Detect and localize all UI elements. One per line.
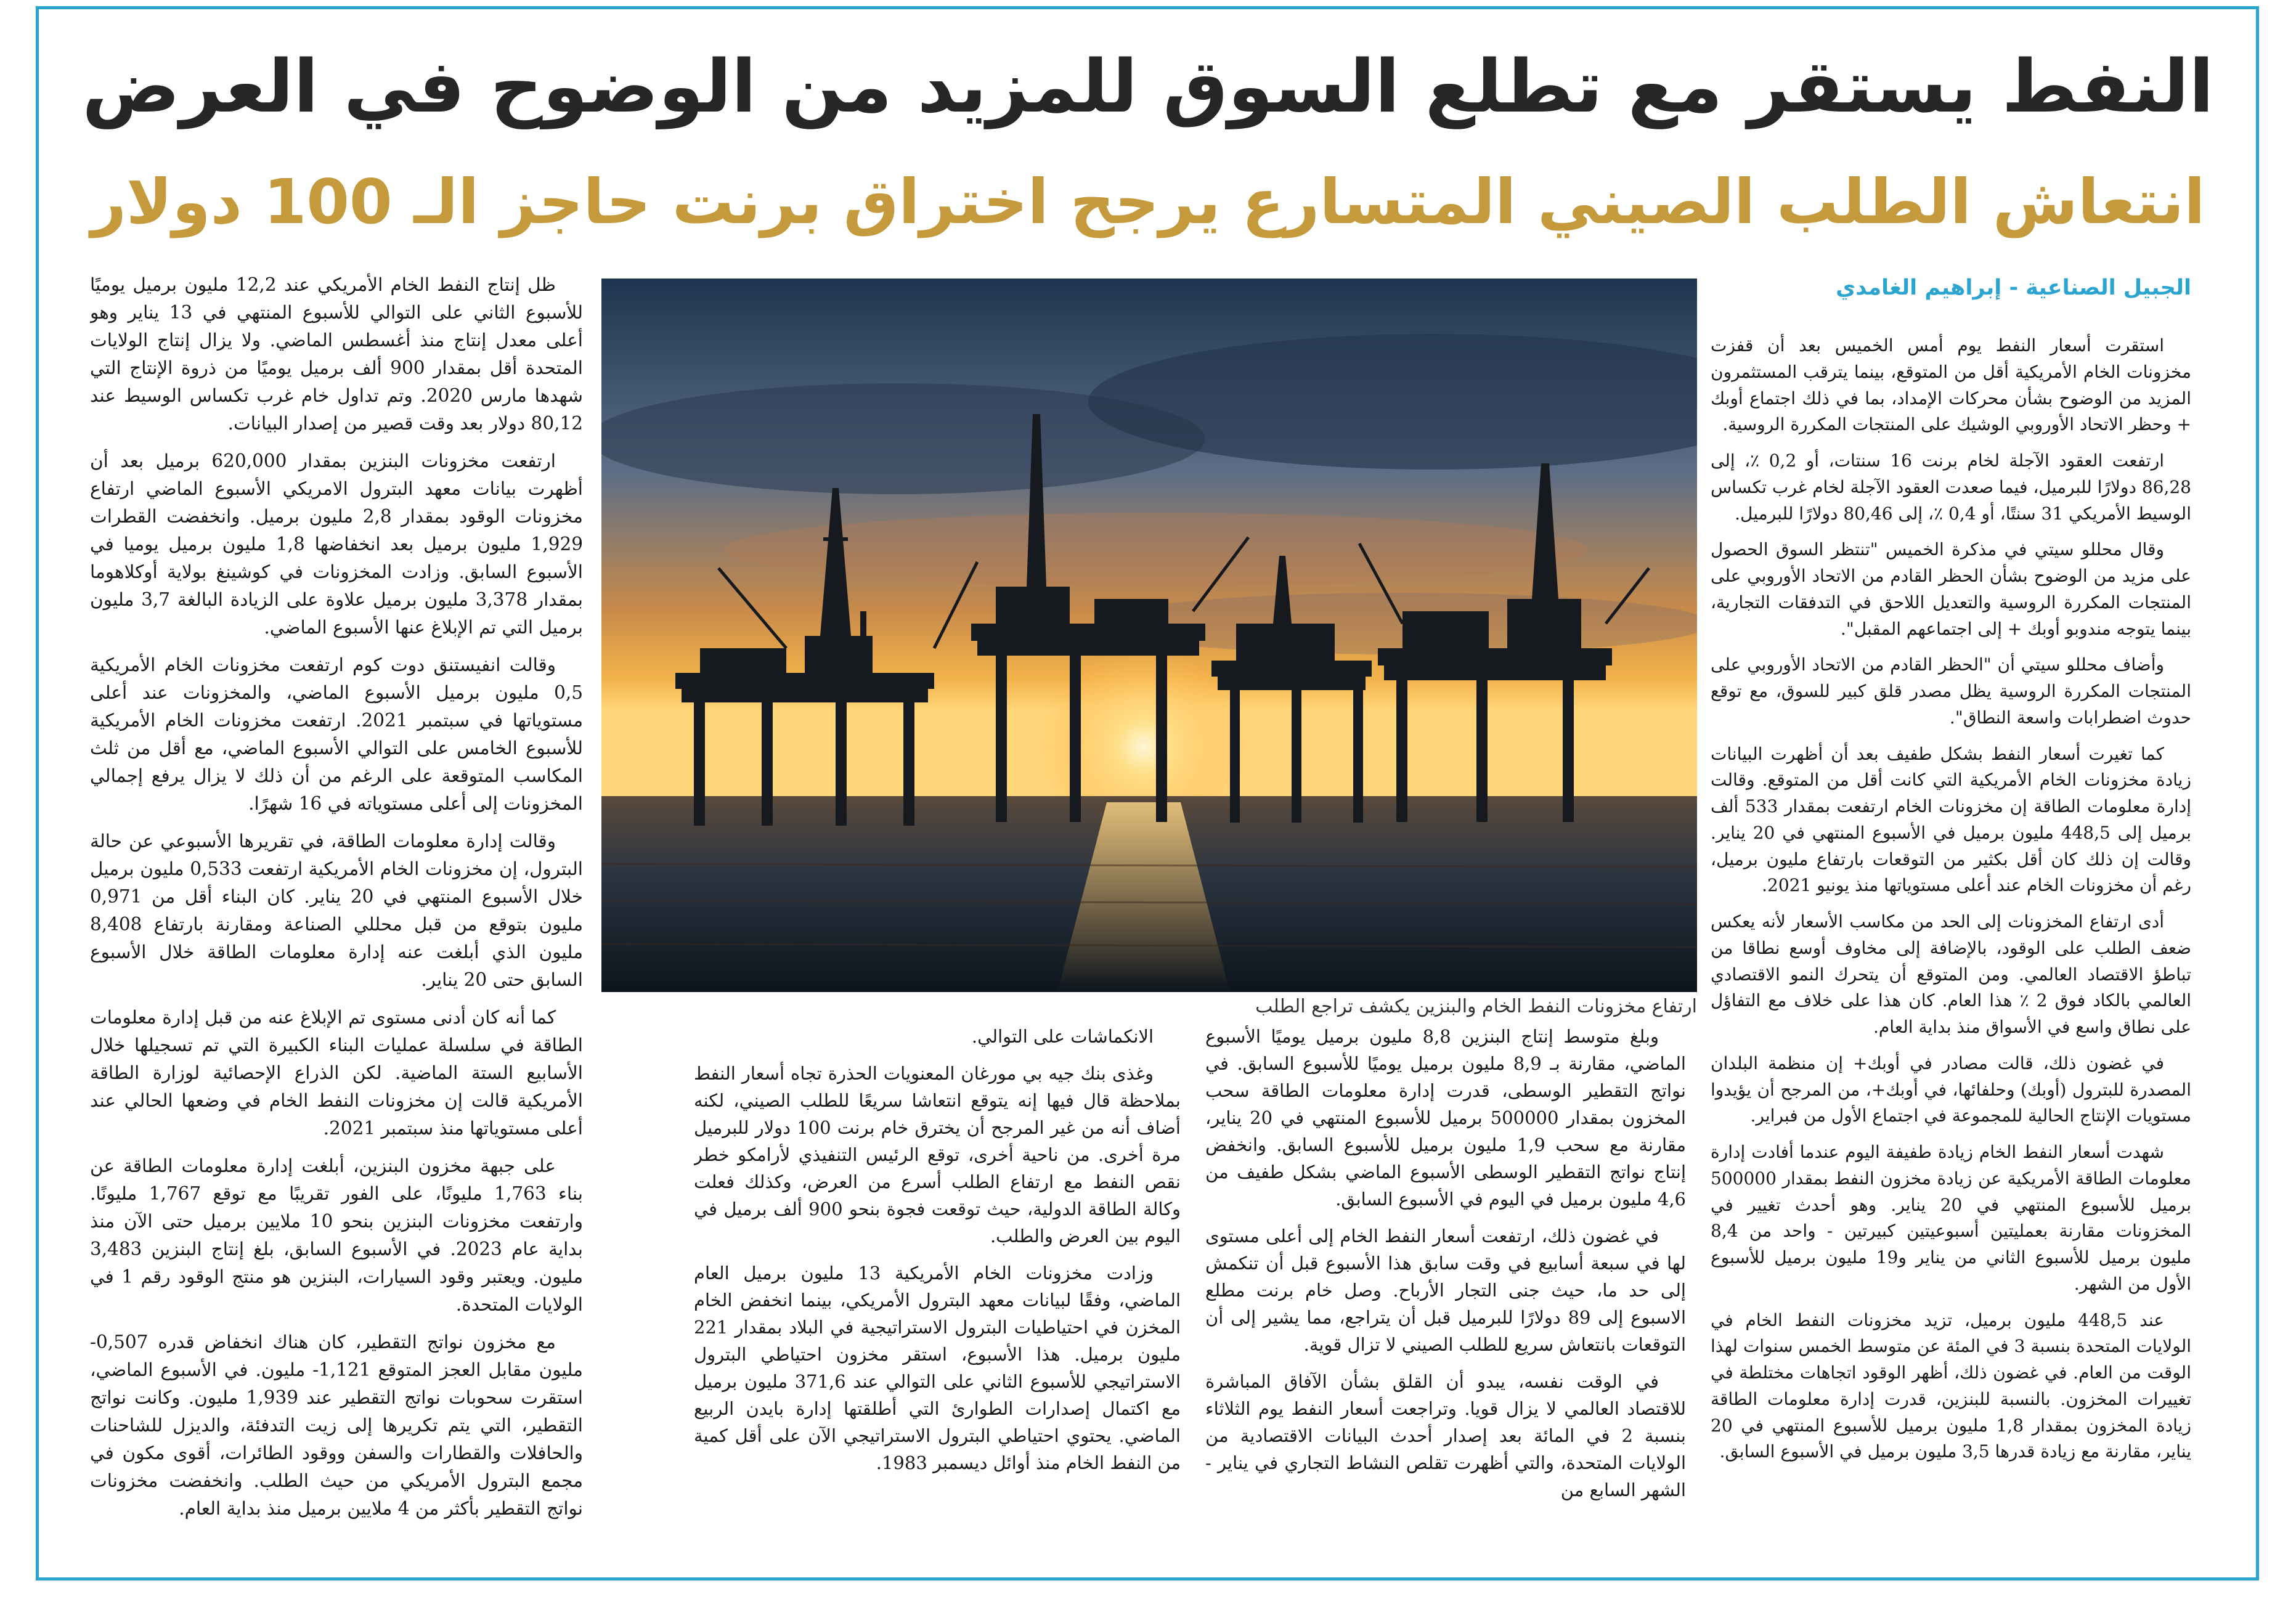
paragraph: في غضون ذلك، ارتفعت أسعار النفط الخام إلى أعلى مستوى لها في سبعة أسابيع في وقت سابق هذا الأسبوع قبل أن تنكمش إلى حد ما، حيث جنى التجار الأرباح. وصل خام برنت مطلع الاسبوع إلى 89 دولارًا للبرميل قبل أن يتراجع، مما يشير إلى أن التوقعات بانتعاش سريع للطلب الصيني لا تزال قوية.	[1205, 1226, 1686, 1355]
paragraph: شهدت أسعار النفط الخام زيادة طفيفة اليوم عندما أفادت إدارة معلومات الطاقة الأمريكية عن زيادة مخزون النفط بمقدار 500000 برميل للأسبوع المنتهي في 20 يناير. وهو أحدث تغيير في المخزونات مقارنة بعمليتين أسبوعيتين كبيرتين - واحد من 8,4 مليون برميل للأسبوع الثاني من يناير و19 مليون برميل للأسبوع الأول من الشهر.	[1711, 1142, 2191, 1294]
article-column-3	[694, 1023, 1181, 1559]
paragraph: ارتفعت مخزونات البنزين بمقدار 620,000 برميل بعد أن أظهرت بيانات معهد البترول الامريكي الأسبوع الماضي ارتفاع مخزونات الوقود بمقدار 2,8 مليون برميل. وانخفضت القطرات 1,929 مليون برميل بعد انخفاضها 1,8 مليون برميل يوميا في الأسبوع السابق. وزادت المخزونات في كوشينغ بولاية أوكلاهوما بمقدار 3,378 مليون برميل علاوة على الزيادة البالغة 3,7 مليون برميل التي تم الإبلاغ عنها الأسبوع الماضي.	[90, 450, 583, 638]
article-column-1	[1711, 333, 2191, 1559]
paragraph: كما أنه كان أدنى مستوى تم الإبلاغ عنه من قبل إدارة معلومات الطاقة في سلسلة عمليات البناء الكبيرة التي تم تسجيلها خلال الأسابيع الستة الماضية. لكن الذراع الإحصائية لوزارة الطاقة الأمريكية قالت إن مخزونات النفط الخام في وضعها الحالي عند أعلى مستوياتها منذ سبتمبر 2021.	[90, 1007, 583, 1139]
paragraph: وقالت إدارة معلومات الطاقة، في تقريرها الأسبوعي عن حالة البترول، إن مخزونات الخام الأمريكية ارتفعت 0,533 مليون برميل خلال الأسبوع المنتهي في 20 يناير. كان البناء أقل من 0,971 مليون بتوقع من قبل محللي الصناعة ومقارنة بارتفاع 8,408 مليون الذي أبلغت عنه إدارة معلومات الطاقة خلال الأسبوع السابق حتى 20 يناير.	[90, 831, 583, 990]
paragraph: ظل إنتاج النفط الخام الأمريكي عند 12,2 مليون برميل يوميًا للأسبوع الثاني على التوالي للأسبوع المنتهي في 13 يناير وهو أعلى معدل إنتاج منذ أغسطس الماضي. ولا يزال إنتاج الولايات المتحدة أقل بمقدار 900 ألف برميل يوميًا من ذروة الإنتاج التي شهدها مارس 2020. وتم تداول خام غرب تكساس الوسيط عند 80,12 دولار بعد وقت قصير من إصدار البيانات.	[90, 274, 583, 434]
paragraph: مع مخزون نواتج التقطير، كان هناك انخفاض قدره 0,507- مليون مقابل العجز المتوقع 1,121- مليون. في الأسبوع الماضي، استقرت سحوبات نواتج التقطير عند 1,939 مليون. وكانت نواتج التقطير، التي يتم تكريرها إلى زيت التدفئة، والديزل للشاحنات والحافلات والقطارات والسفن ووقود الطائرات، أقوى مكون في مجمع البترول الأمريكي من حيث الطلب. وانخفضت مخزونات نواتج التقطير بأكثر من 4 ملايين برميل منذ بداية العام.	[90, 1332, 583, 1519]
paragraph: وقال محللو سيتي في مذكرة الخميس "تنتظر السوق الحصول على مزيد من الوضوح بشأن الحظر القادم من الاتحاد الأوروبي على المنتجات المكررة الروسية والتعديل اللاحق في التدفقات التجارية، بينما يتوجه مندوبو أوبك + إلى اجتماعهم المقبل".	[1711, 539, 2191, 639]
paragraph: في غضون ذلك، قالت مصادر في أوبك+ إن منظمة البلدان المصدرة للبترول (أوبك) وحلفائها، في أوبك+، من المرجح أن يؤيدوا مستويات الإنتاج الحالية للمجموعة في اجتماع الأول من فبراير.	[1711, 1052, 2191, 1126]
subheadline: انتعاش الطلب الصيني المتسارع يرجح اختراق برنت حاجز الـ 100 دولار	[91, 166, 2205, 238]
paragraph: وغذى بنك جيه بي مورغان المعنويات الحذرة تجاه أسعار النفط بملاحظة قال فيها إنه يتوقع انتعاشا سريعًا للطلب الصيني، لكنه أضاف أنه من غير المرجح أن يخترق خام برنت 100 دولار للبرميل مرة أخرى. من ناحية أخرى، توقع الرئيس التنفيذي لأرامكو خطر نقص النفط مع ارتفاع الطلب أسرع من العرض، وكذلك فعلت وكالة الطاقة الدولية، حيث توقعت فجوة بنحو 900 ألف برميل في اليوم بين العرض والطلب.	[694, 1063, 1181, 1247]
headline: النفط يستقر مع تطلع السوق للمزيد من الوضوح في العرض	[82, 44, 2214, 129]
paragraph: وبلغ متوسط إنتاج البنزين 8,8 مليون برميل يوميًا الأسبوع الماضي، مقارنة بـ 8,9 مليون برميل يوميًا للأسبوع السابق. في نواتج التقطير الوسطى، قدرت إدارة معلومات الطاقة سحب المخزون بمقدار 500000 برميل للأسبوع المنتهي في 20 يناير، مقارنة مع سحب 1,9 مليون برميل للأسبوع السابق. وانخفض إنتاج نواتج التقطير الوسطى الأسبوع الماضي بشكل طفيف من 4,6 مليون برميل في اليوم في الأسبوع السابق.	[1205, 1026, 1686, 1210]
paragraph: ارتفعت العقود الآجلة لخام برنت 16 سنتات، أو 0,2 ٪، إلى 86,28 دولارًا للبرميل، فيما صعدت العقود الآجلة لخام غرب تكساس الوسيط الأمريكي 31 سنتًا، أو 0,4 ٪، إلى 80,46 دولارًا للبرميل.	[1711, 450, 2191, 524]
paragraph: الانكماشات على التوالي.	[971, 1026, 1154, 1047]
paragraph: وأضاف محللو سيتي أن "الحظر القادم من الاتحاد الأوروبي على المنتجات المكررة الروسية يظل مصدر قلق كبير للسوق، مع توقع حدوث اضطرابات واسعة النطاق".	[1711, 654, 2191, 728]
photo-caption: ارتفاع مخزونات النفط الخام والبنزين يكشف تراجع الطلب	[1255, 996, 1697, 1017]
paragraph: استقرت أسعار النفط يوم أمس الخميس بعد أن قفزت مخزونات الخام الأمريكية أقل من المتوقع، بينما يترقب المستثمرون المزيد من الوضوح بشأن محركات الإمداد، بما في ذلك اجتماع أوبك + وحظر الاتحاد الأوروبي الوشيك على المنتجات المكررة الروسية.	[1711, 335, 2191, 435]
paragraph: وزادت مخزونات الخام الأمريكية 13 مليون برميل العام الماضي، وفقًا لبيانات معهد البترول الأمريكي، بينما انخفض الخام المخزن في احتياطيات البترول الاستراتيجية في البلاد بمقدار 221 مليون برميل. هذا الأسبوع، استقر مخزون احتياطي البترول الاستراتيجي للأسبوع الثاني على التوالي عند 371,6 مليون برميل مع اكتمال إصدارات الطوارئ التي أطلقتها إدارة بايدن الربيع الماضي. يحتوي احتياطي البترول الاستراتيجي الآن على أقل كمية من النفط الخام منذ أوائل ديسمبر 1983.	[694, 1263, 1181, 1473]
oil-platform-photo	[601, 279, 1697, 992]
article-column-4	[90, 271, 583, 1559]
byline: الجبيل الصناعية - إبراهيم الغامدي	[1836, 275, 2191, 300]
paragraph: عند 448,5 مليون برميل، تزيد مخزونات النفط الخام في الولايات المتحدة بنسبة 3 في المئة عن متوسط الخمس سنوات لهذا الوقت من العام. في غضون ذلك، أظهر الوقود اتجاهات مختلطة في تغييرات المخزون. بالنسبة للبنزين، قدرت إدارة معلومات الطاقة زيادة المخزون بمقدار 1,8 مليون برميل للأسبوع المنتهي في 20 يناير، مقارنة مع زيادة قدرها 3,5 مليون برميل في الأسبوع السابق.	[1711, 1309, 2191, 1462]
paragraph: كما تغيرت أسعار النفط بشكل طفيف بعد أن أظهرت البيانات زيادة مخزونات الخام الأمريكية التي كانت أقل من المتوقع. وقالت إدارة معلومات الطاقة إن مخزونات الخام ارتفعت بمقدار 533 ألف برميل إلى 448,5 مليون برميل في الأسبوع المنتهي في 20 يناير. وقالت إن ذلك كان أقل بكثير من التوقعات بارتفاع مليون برميل، رغم أن مخزونات الخام عند أعلى مستوياتها منذ يونيو 2021.	[1711, 743, 2191, 896]
paragraph: أدى ارتفاع المخزونات إلى الحد من مكاسب الأسعار لأنه يعكس ضعف الطلب على الوقود، بالإضافة إلى مخاوف أوسع نطاقا من تباطؤ الاقتصاد العالمي. ومن المتوقع أن يتحرك النمو الاقتصادي العالمي بالكاد فوق 2 ٪ هذا العام. كان هذا على خلاف مع التفاؤل على نطاق واسع في الأسواق منذ بداية العام.	[1711, 911, 2191, 1037]
article-column-2	[1205, 1023, 1686, 1559]
paragraph: وقالت انفيستنق دوت كوم ارتفعت مخزونات الخام الأمريكية 0,5 مليون برميل الأسبوع الماضي، والمخزونات عند أعلى مستوياتها في سبتمبر 2021. ارتفعت مخزونات الخام الأمريكية للأسبوع الخامس على التوالي الأسبوع الماضي، مع أقل من ثلث المكاسب المتوقعة على الرغم من أن ذلك لا يزال يرفع إجمالي المخزونات إلى أعلى مستوياته في 16 شهرًا.	[90, 654, 583, 814]
paragraph: في الوقت نفسه، يبدو أن القلق بشأن الآفاق المباشرة للاقتصاد العالمي لا يزال قويا. وتراجعت أسعار النفط يوم الثلاثاء بنسبة 2 في المائة بعد إصدار أحدث البيانات الاقتصادية من الولايات المتحدة، والتي أظهرت تقلص النشاط التجاري في يناير - الشهر السابع من	[1205, 1371, 1686, 1500]
paragraph: على جبهة مخزون البنزين، أبلغت إدارة معلومات الطاقة عن بناء 1,763 مليونًا، على الفور تقريبًا مع توقع 1,767 مليونًا. وارتفعت مخزونات البنزين بنحو 10 ملايين برميل حتى الآن منذ بداية عام 2023. في الأسبوع السابق، بلغ إنتاج البنزين 3,483 مليون. ويعتبر وقود السيارات، البنزين هو منتج الوقود رقم 1 في الولايات المتحدة.	[90, 1155, 583, 1315]
